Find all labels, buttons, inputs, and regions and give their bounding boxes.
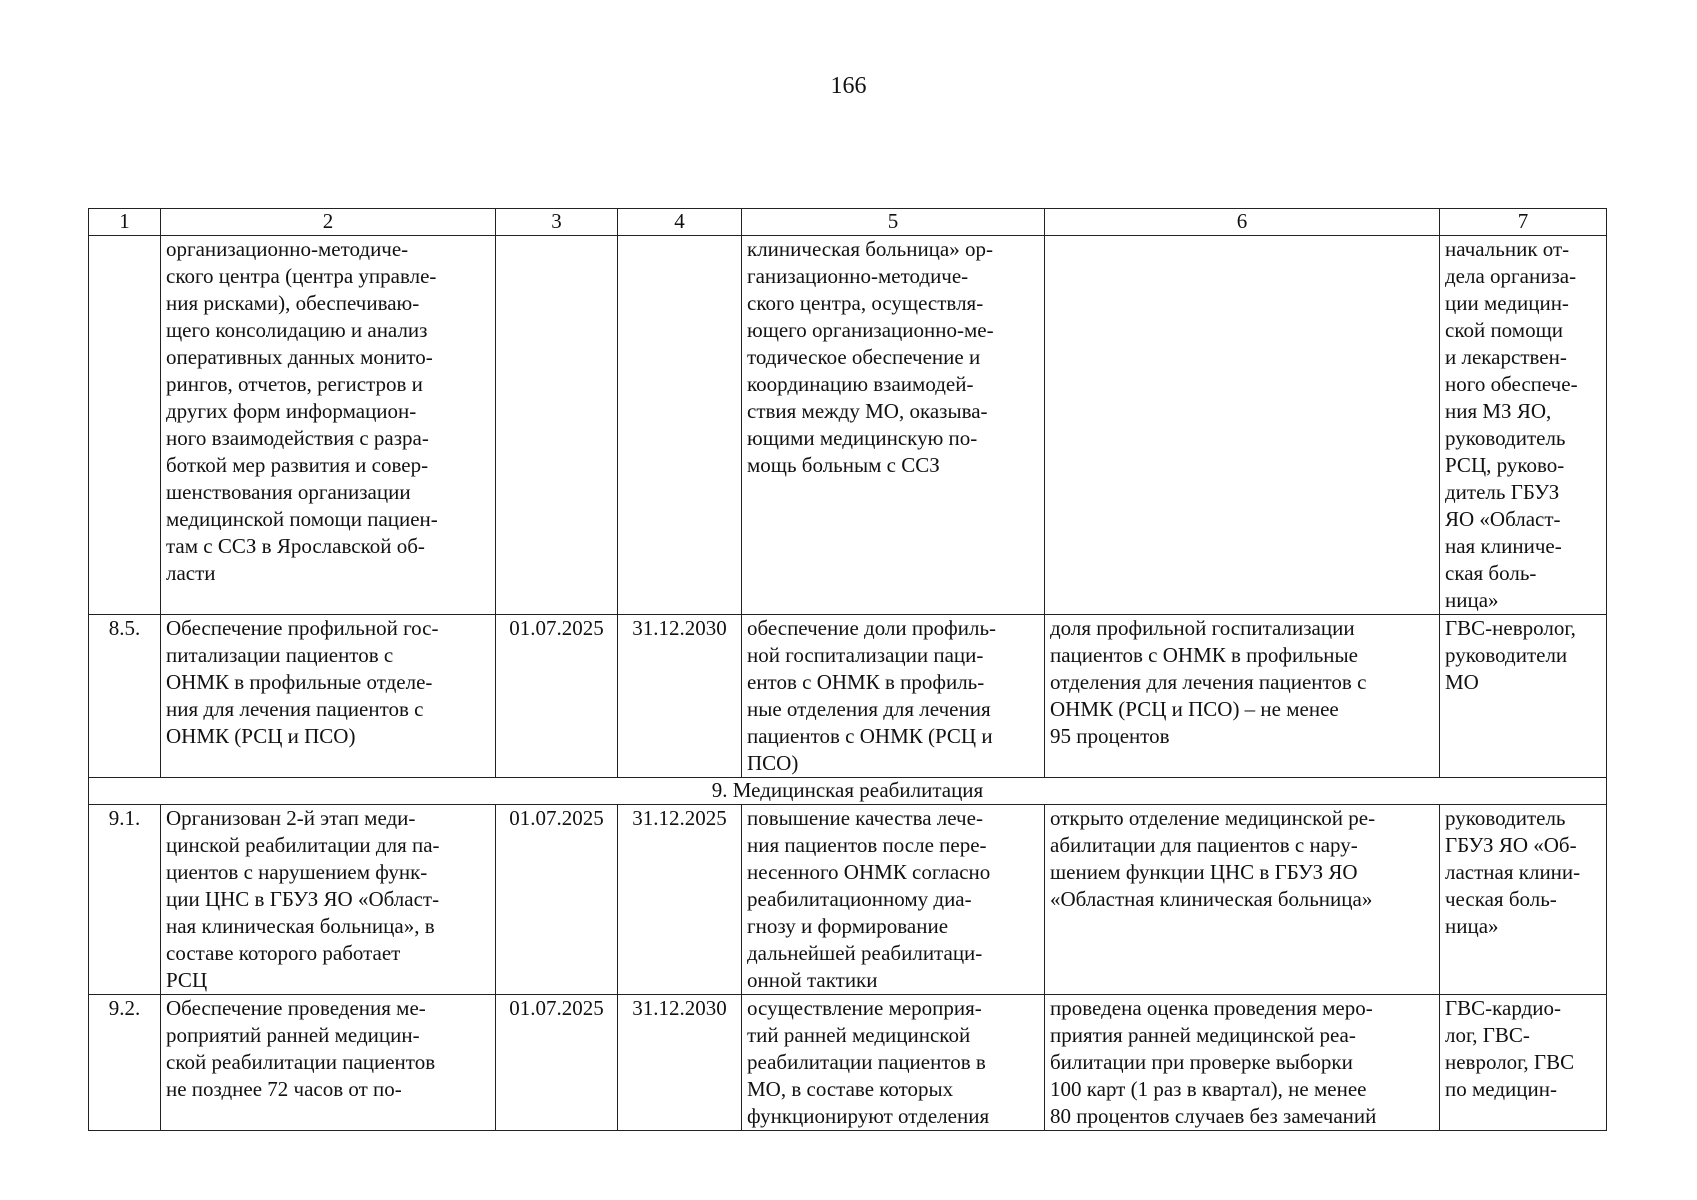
item-description: Обеспечение проведения ме- роприятий ранней медицин- ской реабилитации пациентов не позднее 72 часов от по- — [161, 995, 496, 1131]
item-number: 9.1. — [89, 805, 161, 995]
measures-table — [88, 208, 1607, 1131]
column-header-row — [89, 209, 1607, 236]
table-row — [89, 805, 1607, 995]
end-date — [618, 236, 742, 615]
responsible: ГВС-кардио- лог, ГВС- невролог, ГВС по медицин- — [1440, 995, 1607, 1131]
section-header-row — [89, 778, 1607, 805]
indicator: проведена оценка проведения меро- приятия ранней медицинской реа- билитации при проверке выборки 100 карт (1 раз в квартал), не менее 80 процентов случаев без замечаний — [1045, 995, 1440, 1131]
responsible: ГВС-невролог, руководители МО — [1440, 615, 1607, 778]
end-date: 31.12.2030 — [618, 615, 742, 778]
indicator — [1045, 236, 1440, 615]
section-title: 9. Медицинская реабилитация — [89, 778, 1607, 805]
table-row — [89, 236, 1607, 615]
column-header: 1 — [89, 209, 161, 236]
item-description: Организован 2-й этап меди- цинской реабилитации для па- циентов с нарушением функ- ции ЦНС в ГБУЗ ЯО «Област- ная клиническая больница», в составе которого работает РСЦ — [161, 805, 496, 995]
start-date — [496, 236, 618, 615]
column-header: 6 — [1045, 209, 1440, 236]
column-header: 3 — [496, 209, 618, 236]
item-description: Обеспечение профильной гос- питализации пациентов с ОНМК в профильные отделе- ния для лечения пациентов с ОНМК (РСЦ и ПСО) — [161, 615, 496, 778]
expected-result: осуществление мероприя- тий ранней медицинской реабилитации пациентов в МО, в составе которых функционируют отделения — [742, 995, 1045, 1131]
item-number: 8.5. — [89, 615, 161, 778]
page-number: 166 — [830, 73, 867, 99]
indicator: доля профильной госпитализации пациентов с ОНМК в профильные отделения для лечения пациентов с ОНМК (РСЦ и ПСО) – не менее 95 процентов — [1045, 615, 1440, 778]
responsible: руководитель ГБУЗ ЯО «Об- ластная клини- ческая боль- ница» — [1440, 805, 1607, 995]
expected-result: повышение качества лече- ния пациентов после пере- несенного ОНМК согласно реабилитационному диа- гнозу и формирование дальнейшей реабилитаци- онной тактики — [742, 805, 1045, 995]
start-date: 01.07.2025 — [496, 995, 618, 1131]
column-header: 7 — [1440, 209, 1607, 236]
table-row — [89, 995, 1607, 1131]
end-date: 31.12.2025 — [618, 805, 742, 995]
item-number: 9.2. — [89, 995, 161, 1131]
end-date: 31.12.2030 — [618, 995, 742, 1131]
column-header: 2 — [161, 209, 496, 236]
column-header: 5 — [742, 209, 1045, 236]
responsible: начальник от- дела организа- ции медицин- ской помощи и лекарствен- ного обеспече- ния МЗ ЯО, руководитель РСЦ, руково- дитель ГБУЗ ЯО «Област- ная клиниче- ская боль- ница» — [1440, 236, 1607, 615]
start-date: 01.07.2025 — [496, 805, 618, 995]
expected-result: обеспечение доли профиль- ной госпитализации паци- ентов с ОНМК в профиль- ные отделения для лечения пациентов с ОНМК (РСЦ и ПСО) — [742, 615, 1045, 778]
expected-result: клиническая больница» ор- ганизационно-методиче- ского центра, осуществля- ющего организационно-ме- тодическое обеспечение и координацию взаимодей- ствия между МО, оказыва- ющими медицинскую по- мощь больным с ССЗ — [742, 236, 1045, 615]
item-number — [89, 236, 161, 615]
table-row — [89, 615, 1607, 778]
item-description: организационно-методиче- ского центра (центра управле- ния рисками), обеспечиваю- щего консолидацию и анализ оперативных данных монито- рингов, отчетов, регистров и других форм информацион- ного взаимодействия с разра- боткой мер развития и совер- шенствования организации медицинской помощи пациен- там с ССЗ в Ярославской об- ласти — [161, 236, 496, 615]
indicator: открыто отделение медицинской ре- абилитации для пациентов с нару- шением функции ЦНС в ГБУЗ ЯО «Областная клиническая больница» — [1045, 805, 1440, 995]
column-header: 4 — [618, 209, 742, 236]
start-date: 01.07.2025 — [496, 615, 618, 778]
